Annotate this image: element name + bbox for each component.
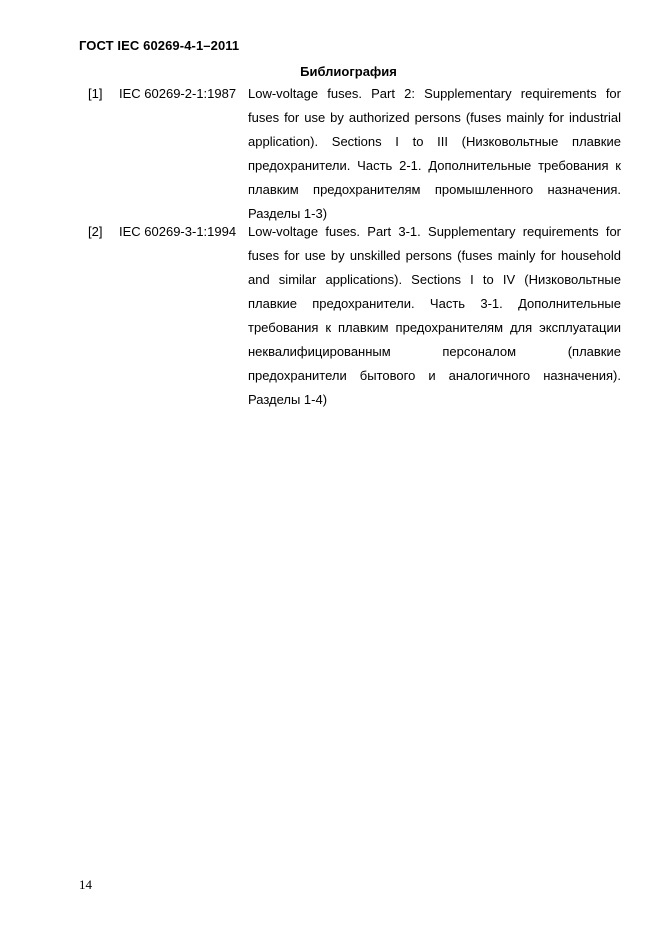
page-number: 14: [79, 877, 92, 892]
entry-text: Low-voltage fuses. Part 3-1. Supplementary requirements for fuses for use by unskilled persons (fuses mainly for household and similar applications). Sections I to IV (Низковольтные плавкие предохранители. Часть 3-1. Дополнительные требования к плавким предохранителям для эксплуатации неквалифицированным персоналом (плавкие предохранители бытового и аналогичного назначения). Разделы 1-4): [248, 224, 621, 407]
entry-number: [2]: [88, 224, 103, 239]
entry-standard: IEC 60269-2-1:1987: [119, 86, 237, 101]
bibliography-title: Библиография: [300, 64, 397, 79]
entry-number: [1]: [88, 86, 103, 101]
bibliography-entry: [88, 82, 621, 226]
bibliography-entry: [88, 220, 621, 412]
entry-text: Low-voltage fuses. Part 2: Supplementary requirements for fuses for use by authorized persons (fuses mainly for industrial application). Sections I to III (Низковольтные плавкие предохранители. Часть 2-1. Дополнительные требования к плавким предохранителям промышленного назначения. Разделы 1-3): [248, 86, 621, 221]
entry-standard: IEC 60269-3-1:1994: [119, 224, 237, 239]
document-code-header: ГОСТ IEC 60269-4-1–2011: [79, 38, 240, 53]
